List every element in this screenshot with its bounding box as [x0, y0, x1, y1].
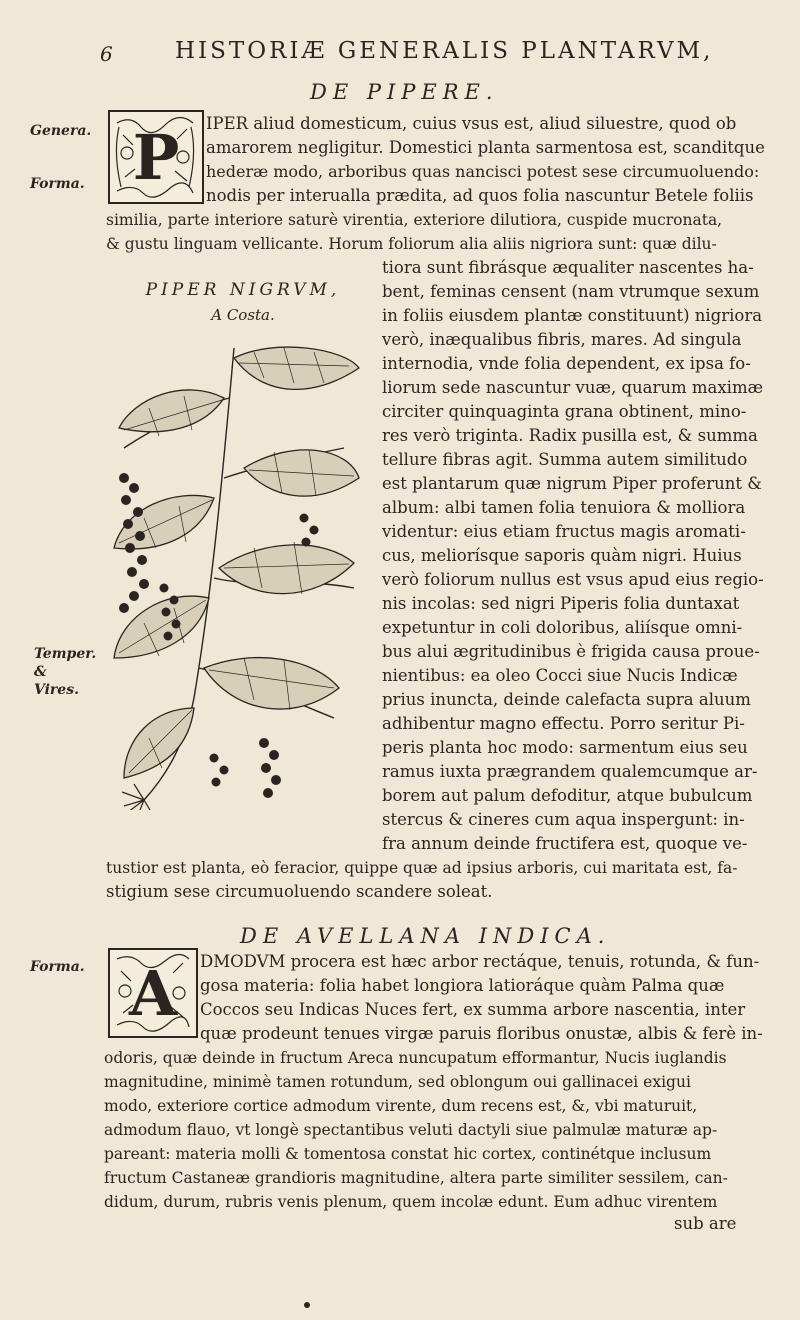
text-line: cus, meliorísque saporis quàm nigri. Huius [382, 546, 742, 565]
section-title-avellana: DE AVELLANA INDICA. [240, 924, 611, 948]
initial-letter: P [132, 120, 180, 194]
text-line: videntur: eius etiam fructus magis aromati- [382, 522, 746, 541]
text-line: prius inuncta, deinde calefacta supra aluum [382, 690, 751, 709]
printer-mark [304, 1302, 310, 1308]
text-line: magnitudine, minimè tamen rotundum, sed oblongum oui gallinacei exigui [104, 1073, 691, 1091]
initial-letter: A [128, 956, 178, 1030]
text-line: & gustu linguam vellicante. Horum foliorum alia aliis nigriora sunt: quæ dilu- [106, 235, 717, 253]
text-line: res verò triginta. Radix pusilla est, & summa [382, 426, 758, 445]
text-line: gosa materia: folia habet longiora latioráque quàm Palma quæ [200, 976, 725, 995]
text-line: amarorem negligitur. Domestici planta sarmentosa est, scanditque [206, 138, 765, 157]
text-line: Coccos seu Indicas Nuces fert, ex summa arbore nascentia, inter [200, 1000, 746, 1019]
text-line: stigium sese circumuoluendo scandere soleat. [106, 882, 493, 901]
text-line: didum, durum, rubris venis plenum, quem incolæ edunt. Eum adhuc virentem [104, 1193, 718, 1211]
text-line: similia, parte interiore saturè virentia, exteriore dilutiora, cuspide mucronata, [106, 211, 723, 229]
text-line: circiter quinquaginta grana obtinent, mino- [382, 402, 747, 421]
running-header [0, 38, 800, 68]
margin-note-forma: Forma. [30, 176, 85, 192]
text-line: stercus & cineres cum aqua inspergunt: in- [382, 810, 745, 829]
running-title: HISTORIÆ GENERALIS PLANTARVM, [175, 38, 714, 64]
text-line: DMODVM procera est hæc arbor rectáque, tenuis, rotunda, & fun- [200, 952, 760, 971]
text-line: nientibus: ea oleo Cocci siue Nucis Indicæ [382, 666, 738, 685]
figure-caption-title: PIPER NIGRVM, [145, 280, 341, 300]
text-line: expetuntur in coli doloribus, aliísque omni- [382, 618, 743, 637]
margin-note-temper: Temper. & Vires. [34, 646, 97, 698]
text-line: bus alui ægritudinibus è frigida causa proue- [382, 642, 760, 661]
text-line: pareant: materia molli & tomentosa constat hic cortex, continétque inclusum [104, 1145, 712, 1163]
text-line: odoris, quæ deinde in fructum Areca nuncupatum efformantur, Nucis iuglandis [104, 1049, 727, 1067]
page-number: 6 [100, 42, 113, 66]
text-line: admodum flauo, vt longè spectantibus veluti dactyli siue palmulæ maturæ ap- [104, 1121, 718, 1139]
text-line: peris planta hoc modo: sarmentum eius seu [382, 738, 748, 757]
text-line: fructum Castaneæ grandioris magnitudine, altera parte similiter sessilem, can- [104, 1169, 728, 1187]
text-line: verò, inæqualibus fibris, mares. Ad singula [382, 330, 742, 349]
text-line: verò foliorum nullus est vsus apud eius regio- [382, 570, 764, 589]
text-line: in foliis eiusdem plantæ constituunt) nigriora [382, 306, 763, 325]
text-line: quæ prodeunt tenues virgæ paruis floribus onustæ, albis & ferè in- [200, 1024, 763, 1043]
text-line: ramus iuxta prægrandem qualemcumque ar- [382, 762, 758, 781]
text-line: liorum sede nascuntur vuæ, quarum maximæ [382, 378, 764, 397]
text-line: nis incolas: sed nigri Piperis folia duntaxat [382, 594, 740, 613]
text-line: borem aut palum defoditur, atque bubulcum [382, 786, 753, 805]
decorated-initial-a [108, 948, 198, 1038]
margin-note-genera: Genera. [30, 123, 92, 139]
text-line: internodia, vnde folia dependent, ex ipsa fo- [382, 354, 751, 373]
section-title-piper: DE PIPERE. [310, 80, 499, 104]
piper-nigrum-woodcut [104, 338, 366, 810]
figure-caption-source: A Costa. [211, 306, 275, 324]
text-line: nodis per interualla prædita, ad quos folia nascuntur Betele foliis [206, 186, 754, 205]
text-line: fra annum deinde fructifera est, quoque ve- [382, 834, 748, 853]
text-line: bent, feminas censent (nam vtrumque sexum [382, 282, 760, 301]
text-line: hederæ modo, arboribus quas nancisci potest sese circumuoluendo: [206, 162, 760, 181]
text-line: IPER aliud domesticum, cuius vsus est, aliud siluestre, quod ob [206, 114, 737, 133]
text-line: modo, exteriore cortice admodum virente, dum recens est, &, vbi maturuit, [104, 1097, 698, 1115]
decorated-initial-p [108, 110, 204, 204]
text-line: tustior est planta, eò feracior, quippe quæ ad ipsius arboris, cui maritata est, fa- [106, 859, 738, 877]
margin-note-forma-2: Forma. [30, 959, 85, 975]
text-line: album: albi tamen folia tenuiora & molliora [382, 498, 746, 517]
text-line: tellure fibras agit. Summa autem similitudo [382, 450, 748, 469]
text-line: tiora sunt fibrásque æqualiter nascentes ha- [382, 258, 754, 277]
text-line: est plantarum quæ nigrum Piper proferunt & [382, 474, 762, 493]
text-line: adhibentur magno effectu. Porro seritur Pi- [382, 714, 745, 733]
catchword: sub are [674, 1214, 737, 1233]
